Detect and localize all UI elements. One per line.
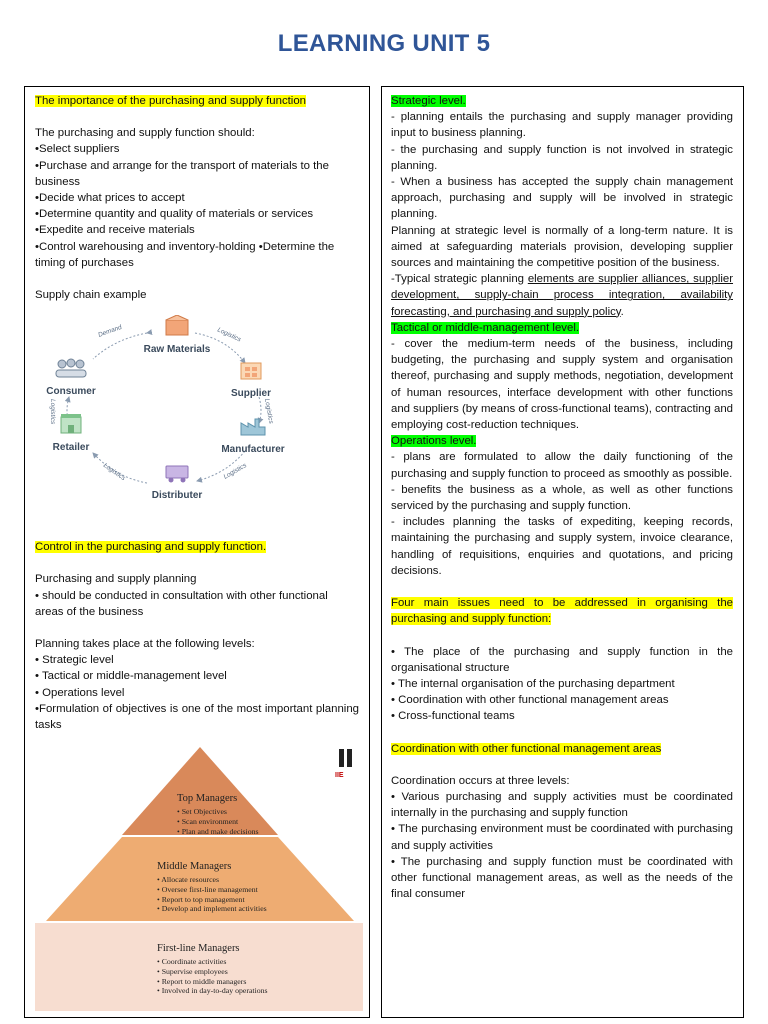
node-retailer (43, 411, 99, 456)
operations-point: - benefits the business as a whole, as well as other functions serviced by the purchasing and supply function. (391, 483, 733, 513)
pyramid-item: • Report to top management (157, 894, 245, 904)
arrow-label: Demand (97, 324, 123, 340)
left-column (24, 86, 370, 1018)
pyramid-item: • Plan and make decisions (177, 826, 259, 836)
function-intro: The purchasing and supply function should: (35, 127, 255, 140)
node-distributer (135, 463, 219, 504)
pyramid-item: • Set Objectives (177, 807, 227, 817)
strategic-point: - the purchasing and supply function is not involved in strategic planning. (391, 143, 733, 172)
supply-chain-label: Supply chain example (35, 289, 147, 302)
arrow-label: Logistics (49, 399, 56, 425)
node-raw-materials (137, 315, 217, 358)
supply-chain-diagram (37, 311, 285, 502)
function-bullet: •Determine quantity and quality of materials or services (35, 208, 314, 221)
level-item: • Tactical or middle-management level (35, 670, 227, 683)
node-supplier (223, 359, 279, 402)
tactical-text: - cover the medium-term needs of the business, including budgeting, the purchasing and supply system and organisation thereof, purchasing and supply methods, negotiation, development of human resources, interface development with other functions and suppliers (by means of cross-functional teams), contracting and employing cost-reduction techniques. (391, 338, 733, 432)
arrow-label: Logistics (263, 398, 275, 425)
operations-point: - plans are formulated to allow the daily functioning of the purchasing and supply function to proceed as smoothly as possible. (391, 451, 733, 480)
function-bullet: •Control warehousing and inventory-holding •Determine the timing of purchases (35, 240, 335, 269)
truck-icon (162, 463, 192, 483)
store-icon (56, 411, 86, 435)
node-label: Raw Materials (143, 344, 211, 356)
right-column (381, 86, 744, 1018)
level-item: •Formulation of objectives is one of the most important planning tasks (35, 702, 359, 732)
pyramid-item: • Allocate resources (157, 875, 220, 885)
management-pyramid (35, 745, 365, 1015)
pyramid-tier-title: First-line Managers (157, 943, 240, 955)
node-consumer (39, 357, 103, 400)
pyramid-item: • Supervise employees (157, 967, 228, 977)
coordination-point: • The purchasing and supply function must be coordinated with other functional management areas, as well as the needs of the final consumer (391, 855, 733, 901)
strategic-point: - When a business has accepted the supply chain management approach, purchasing and supply will be involved in strategic planning. (391, 176, 733, 221)
node-label: Supplier (230, 388, 271, 400)
strategic-point: Planning at strategic level is normally of a long-term nature. It is aimed at safeguarding materials provision, developing supplier sources and maintaining the competitive position of the business. (391, 224, 733, 270)
typical-strategic-planning: -Typical strategic planning elements are supplier alliances, supplier development, supply-chain process integration, availability forecasting, and purchasing and supply policy. (391, 273, 734, 318)
strategic-heading: Strategic level. (391, 95, 466, 107)
coordination-point: • The purchasing environment must be coordinated with purchasing and supply activities (391, 823, 733, 852)
arrow-label: Logistics (216, 326, 243, 344)
arrow-label: Logistics (222, 462, 248, 481)
operations-point: - includes planning the tasks of expediting, keeping records, maintaining the purchasing and supply system, invoice clearance, handling of requisitions, enquiries and quotations, and pricing decisions. (391, 516, 733, 577)
pyramid-tier-title: Top Managers (177, 793, 238, 805)
node-label: Manufacturer (221, 444, 285, 456)
pyramid-item: • Oversee first-line management (157, 885, 258, 895)
planning-bullet: • should be conducted in consultation with other functional areas of the business (35, 589, 328, 618)
four-issues-heading: Four main issues need to be addressed in organising the purchasing and supply function: (391, 597, 733, 626)
function-bullet: •Decide what prices to accept (35, 192, 185, 205)
pyramid-tier-title: Middle Managers (157, 861, 232, 873)
issue-item: • Cross-functional teams (391, 710, 515, 723)
levels-intro: Planning takes place at the following levels: (35, 638, 255, 651)
factory-icon (238, 415, 268, 437)
importance-heading: The importance of the purchasing and supply function (35, 95, 307, 107)
function-bullet: •Expedite and receive materials (35, 224, 195, 237)
control-heading: Control in the purchasing and supply function. (35, 541, 267, 554)
pyramid-item: • Coordinate activities (157, 957, 227, 967)
pyramid-bottom-text (157, 941, 337, 996)
pyramid-item: • Report to middle managers (157, 976, 247, 986)
pyramid-item: • Involved in day-to-day operations (157, 986, 268, 996)
operations-heading: Operations level. (391, 435, 477, 448)
node-label: Consumer (46, 386, 96, 398)
people-icon (54, 357, 88, 379)
box-icon (162, 315, 192, 337)
tactical-heading: Tactical or middle-management level. (391, 321, 580, 334)
issue-item: • The internal organisation of the purchasing department (391, 677, 675, 690)
issue-item: • Coordination with other functional management areas (391, 694, 669, 707)
node-label: Distributer (151, 490, 203, 502)
level-item: • Strategic level (35, 654, 114, 667)
coordination-heading: Coordination with other functional management areas (391, 742, 662, 755)
iie-logo-text: IIE (335, 772, 344, 780)
node-label: Retailer (52, 442, 90, 454)
planning-intro: Purchasing and supply planning (35, 573, 197, 586)
function-bullet: •Purchase and arrange for the transport of materials to the business (35, 159, 329, 188)
node-manufacturer (209, 415, 297, 458)
coordination-intro: Coordination occurs at three levels: (391, 774, 570, 787)
warehouse-icon (236, 359, 266, 381)
pyramid-item: • Develop and implement activities (157, 904, 267, 914)
strategic-point: - planning entails the purchasing and supply manager providing input to business planning. (391, 111, 733, 140)
pyramid-middle-text (157, 859, 317, 914)
arrow-label: Logistics (101, 462, 127, 483)
page-title: LEARNING UNIT 5 (277, 30, 491, 57)
pyramid-top-text (177, 791, 277, 836)
pyramid-item: • Scan environment (177, 817, 239, 827)
issue-item: • The place of the purchasing and supply function in the organisational structure (391, 645, 733, 674)
level-item: • Operations level (35, 686, 125, 699)
function-bullet: •Select suppliers (35, 143, 120, 156)
coordination-point: • Various purchasing and supply activities must be coordinated internally in the purchasing and supply function (391, 790, 733, 820)
